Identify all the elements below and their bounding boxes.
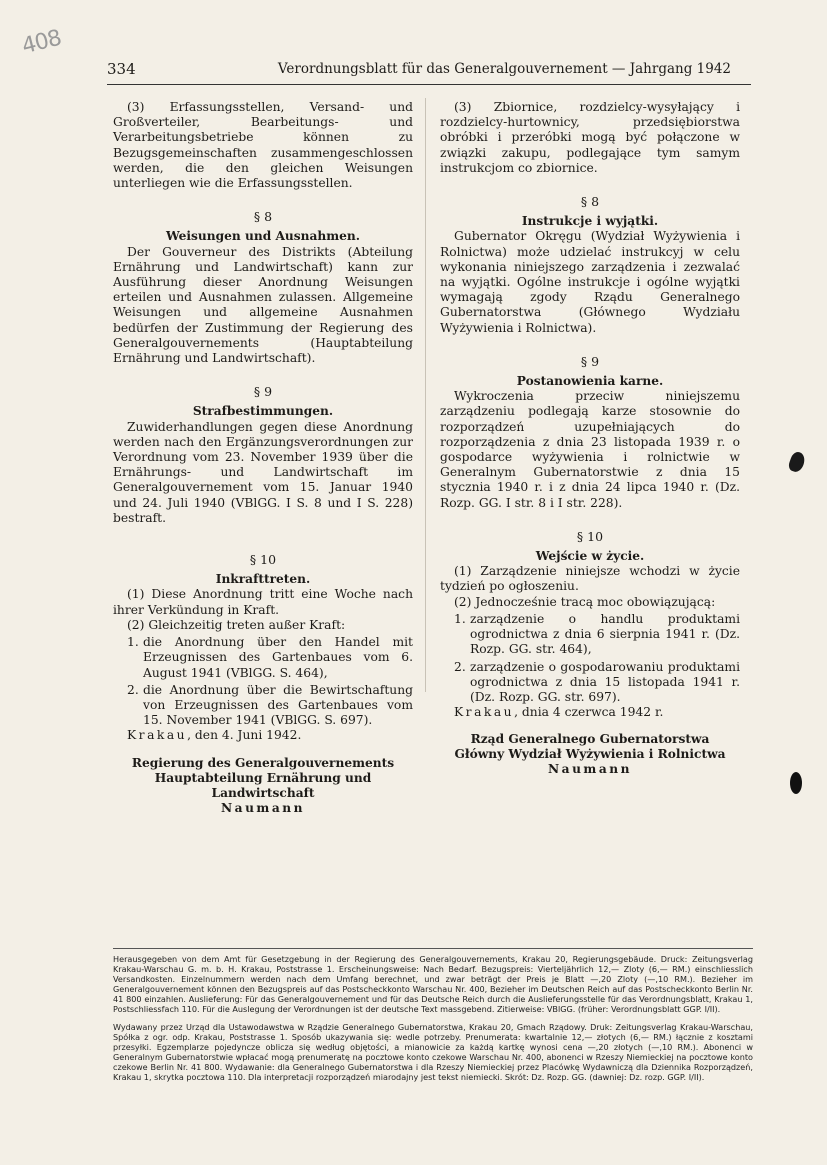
signature-line-2: Główny Wydział Wyżywienia i Rolnictwa xyxy=(454,747,726,762)
column-divider xyxy=(425,98,426,692)
signatory-name: Naumann xyxy=(221,800,305,815)
footer-rule xyxy=(113,948,753,949)
list-item-text: zarządzenie o gospodarowaniu produktami ogrodnictwa z dnia 15 listopada 1941 r. (Dz. Rozp. GG. str. 697). xyxy=(470,659,740,704)
section-text: (1) Zarządzenie niniejsze wchodzi w życie tydzień po ogłoszeniu. xyxy=(440,564,740,594)
polish-column xyxy=(440,100,740,777)
page-number: 334 xyxy=(107,60,136,78)
repealed-list xyxy=(113,635,413,728)
intro-paragraph: (3) Zbiornice, rozdzielcy-wysyłający i rozdzielcy-hurtownicy, przedsiębiorstwa obróbki i przeróbki mogą być połączone w związki zakupu, podlegające tym samym instrukcjom co zbiornice. xyxy=(440,100,740,175)
signature-line-1: Rząd Generalnego Gubernatorstwa xyxy=(470,732,710,747)
section-number: § 10 xyxy=(249,552,277,568)
section-text: Wykroczenia przeciw niniejszemu zarządzeniu podlegają karze stosownie do rozporządzeń uzupełniających do rozporządzenia z dnia 23 listopada 1939 r. o gospodarce wyżywienia i rolnictwie w Generalnym Gubernatorstwie z dnia 15 stycznia 1940 r. i z dnia 24 lipca 1940 r. (Dz. Rozp. GG. I str. 8 i I str. 228). xyxy=(440,389,740,510)
list-item xyxy=(113,635,413,681)
section-text: (2) Gleichzeitig treten außer Kraft: xyxy=(127,617,346,632)
section-text: Gubernator Okręgu (Wydział Wyżywienia i Rolnictwa) może udzielać instrukcyj w celu wykonania niniejszego zarządzenia i zezwalać na wyjątki. Ogólne instrukcje i ogólne wyjątki wymagają zgody Rządu Generalnego Gubernatorstwa (Głównego Wydziału Wyżywienia i Rolnictwa). xyxy=(440,229,740,335)
section-number: § 10 xyxy=(576,528,604,544)
list-item-text: die Anordnung über die Bewirtschaftung von Erzeugnissen des Gartenbaues vom 15. November 1941 (VBlGG. S. 697). xyxy=(143,682,413,728)
ink-blot xyxy=(787,450,807,474)
place-date xyxy=(440,705,740,720)
place-city: Krakau xyxy=(454,705,515,720)
signature-block xyxy=(113,756,413,816)
section-heading: Wejście w życie. xyxy=(535,549,645,564)
page-header xyxy=(107,60,751,85)
intro-paragraph: (3) Erfassungsstellen, Versand- und Großverteiler, Bearbeitungs- und Verarbeitungsbetriebe können zu Bezugsgemeinschaften zusammengeschlossen werden, die den gleichen Weisungen unterliegen wie die Erfassungsstellen. xyxy=(113,100,413,191)
section-text: (1) Diese Anordnung tritt eine Woche nach ihrer Verkündung in Kraft. xyxy=(113,587,413,617)
imprint-polish: Wydawany przez Urząd dla Ustawodawstwa w Rządzie Generalnego Gubernatorstwa, Krakau 20, Gmach Rządowy. Druk: Zeitungsverlag Krakau-Warschau, Spółka z ogr. odp. Krakau, Poststrasse 1. Sposób ukazywania się: wedle potrzeby. Prenumerata: kwartalnie 12,— złotych (6,— RM.) łącznie z kosztami przesyłki. Egzemplarze pojedyncze oblicza się według objętości, a mianowicie za każdą kartkę wynosi cena —,20 złotych (—,10 RM.). Abonenci w Generalnym Gubernatorstwie wpłacać mogą prenumeratę na pocztowe konto czekowe Warschau Nr. 400, abonenci w Rzeszy Niemieckiej na pocztowe konto czekowe Berlin Nr. 41 800. Wydawanie: dla Generalnego Gubernatorstwa i dla Rzeszy Niemieckiej przez Placówkę Wydawniczą dla Dziennika Rozporządzeń, Krakau 1, skrytka pocztowa 110. Dla interpretacji rozporządzeń miarodajny jest tekst niemiecki. Skrót: Dz. Rozp. GG. (dawniej: Dz. rozp. GGP. I/II). xyxy=(113,1022,753,1082)
imprint-german: Herausgegeben von dem Amt für Gesetzgebung in der Regierung des Generalgouvernements, Krakau 20, Regierungsgebäude. Druck: Zeitungsverlag Krakau-Warschau G. m. b. H. Krakau, Poststrasse 1. Erscheinungsweise: Nach Bedarf. Bezugspreis: Vierteljährlich 12,— Zloty (6,— RM.) einschliesslich Versandkosten. Einzelnummern werden nach dem Umfang berechnet, und zwar beträgt der Preis je Blatt —,20 Zloty (—,10 RM.). Bezieher im Generalgouvernement können den Bezugspreis auf das Postscheckkonto Warschau Nr. 400, Bezieher im Deutschen Reich auf das Postscheckkonto Berlin Nr. 41 800 einzahlen. Auslieferung: Für das Generalgouvernement und für das Deutsche Reich durch die Auslieferungsstelle für das Verordnungsblatt, Krakau 1, Postschliessfach 110. Für die Auslegung der Verordnungen ist der deutsche Text massgebend. Zitierweise: VBlGG. (früher: Verordnungsblatt GGP. I/II). xyxy=(113,954,753,1014)
section-heading: Inkrafttreten. xyxy=(215,572,311,587)
ink-blot xyxy=(790,772,802,794)
signature-block xyxy=(440,732,740,777)
list-item xyxy=(113,683,413,729)
running-title: Verordnungsblatt für das Generalgouvernement — Jahrgang 1942 xyxy=(277,61,731,77)
section-number: § 9 xyxy=(253,384,273,400)
section-heading: Weisungen und Ausnahmen. xyxy=(165,229,361,244)
date-text: , dnia 4 czerwca 1942 r. xyxy=(514,705,664,720)
list-item xyxy=(440,612,740,658)
list-item xyxy=(440,660,740,706)
section-text: (2) Jednocześnie tracą moc obowiązującą: xyxy=(454,594,716,609)
list-item-number: 2. xyxy=(454,659,466,674)
german-column xyxy=(113,100,413,816)
list-item-text: zarządzenie o handlu produktami ogrodnictwa z dnia 6 sierpnia 1941 r. (Dz. Rozp. GG. str. 464), xyxy=(470,611,740,657)
signatory-name: Naumann xyxy=(548,762,632,777)
section-heading: Strafbestimmungen. xyxy=(192,404,334,419)
section-number: § 9 xyxy=(580,353,600,369)
section-heading: Postanowienia karne. xyxy=(516,374,664,389)
list-item-number: 2. xyxy=(127,682,139,697)
signature-line-2: Hauptabteilung Ernährung und Landwirtschaft xyxy=(154,770,372,800)
pencil-margin-note: 408 xyxy=(19,25,64,60)
section-number: § 8 xyxy=(580,194,600,210)
place-date xyxy=(113,728,413,743)
section-number: § 8 xyxy=(253,209,273,225)
place-city: Krakau xyxy=(127,728,188,743)
footer-imprint xyxy=(113,954,753,1082)
list-item-text: die Anordnung über den Handel mit Erzeugnissen des Gartenbaues vom 6. August 1941 (VBlGG. S. 464), xyxy=(143,635,413,680)
section-heading: Instrukcje i wyjątki. xyxy=(521,214,659,229)
section-text: Zuwiderhandlungen gegen diese Anordnung werden nach den Ergänzungsverordnungen zur Verordnung vom 23. November 1939 über die Ernährungs- und Landwirtschaft im Generalgouvernement vom 15. Januar 1940 und 24. Juli 1940 (VBlGG. I S. 8 und I S. 228) bestraft. xyxy=(113,419,413,525)
section-text: Der Gouverneur des Distrikts (Abteilung Ernährung und Landwirtschaft) kann zur Ausführung dieser Anordnung Weisungen erteilen und Ausnahmen zulassen. Allgemeine Weisungen und allgemeine Ausnahmen bedürfen der Zustimmung der Regierung des Generalgouvernements (Hauptabteilung Ernährung und Landwirtschaft). xyxy=(113,244,413,366)
list-item-number: 1. xyxy=(127,635,139,650)
imprint-spacer xyxy=(113,1014,753,1022)
repealed-list xyxy=(440,612,740,705)
signature-line-1: Regierung des Generalgouvernements xyxy=(131,755,395,770)
date-text: , den 4. Juni 1942. xyxy=(187,728,302,743)
list-item-number: 1. xyxy=(454,611,466,626)
